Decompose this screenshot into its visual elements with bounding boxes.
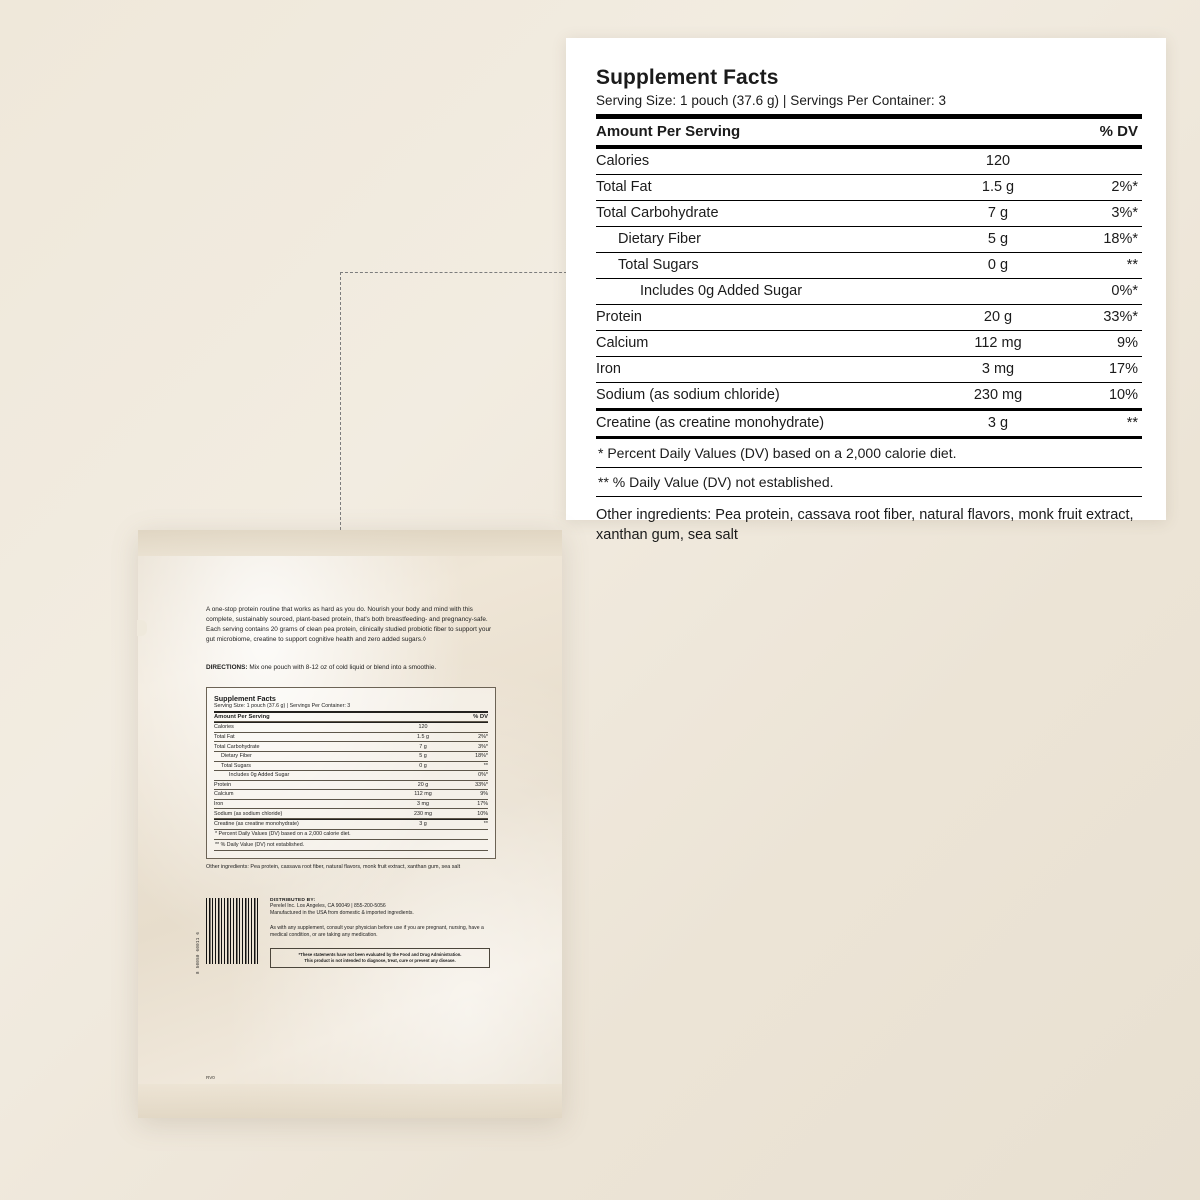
- consult-physician-text: As with any supplement, consult your physician before use if you are pregnant, nursing, have a medical condition, or are taking any medication.: [270, 924, 484, 939]
- product-pouch-back: [138, 530, 562, 1118]
- header-percent-dv: % DV: [1064, 119, 1142, 146]
- nutrient-amount: 20 g: [392, 780, 454, 790]
- pouch-serving-size-line: Serving Size: 1 pouch (37.6 g) | Servings Per Container: 3: [214, 702, 351, 709]
- table-header-row: [596, 119, 1142, 146]
- nutrient-label: Calcium: [214, 790, 392, 800]
- table-row: [214, 820, 488, 829]
- nutrient-amount: [932, 279, 1064, 305]
- table-row: [596, 279, 1142, 305]
- nutrient-dv: 17%: [454, 799, 488, 809]
- table-row: [214, 761, 488, 771]
- nutrient-dv: 2%*: [1064, 175, 1142, 201]
- pouch-bottom-block: [197, 897, 496, 974]
- table-row: [214, 799, 488, 809]
- footnote-dv-not-established: ** % Daily Value (DV) not established.: [596, 468, 1142, 497]
- connector-horizontal-line: [340, 272, 572, 273]
- table-row: [214, 771, 488, 781]
- nutrient-dv: 10%: [1108, 387, 1138, 403]
- pouch-header-amount-per-serving: Amount Per Serving: [214, 713, 392, 722]
- table-row: [214, 780, 488, 790]
- nutrient-label: Calories: [214, 723, 392, 732]
- directions-text: Mix one pouch with 8-12 oz of cold liquid or blend into a smoothie.: [247, 663, 437, 671]
- creatine-label: Creatine (as creatine monohydrate): [214, 820, 392, 829]
- nutrient-label: Total Carbohydrate: [596, 201, 932, 227]
- supplement-facts-title: Supplement Facts: [596, 66, 779, 89]
- pouch-supplement-facts-box: [206, 687, 496, 859]
- barcode-bars: [206, 898, 258, 964]
- creatine-amount: 3 g: [987, 415, 1009, 431]
- nutrient-label: Dietary Fiber: [214, 751, 392, 761]
- nutrient-amount: 0 g: [392, 761, 454, 771]
- nutrient-amount: 120: [932, 149, 1064, 175]
- nutrient-dv: 3%*: [454, 742, 488, 752]
- pouch-printed-content: [197, 605, 496, 974]
- nutrient-dv: 3%*: [1064, 201, 1142, 227]
- nutrient-label: Dietary Fiber: [596, 227, 932, 253]
- nutrient-amount: 120: [392, 723, 454, 732]
- serving-size-line: Serving Size: 1 pouch (37.6 g) | Servings Per Container: 3: [596, 93, 947, 108]
- creatine-label: Creatine (as creatine monohydrate): [596, 415, 825, 431]
- pouch-other-ingredients-text: Other ingredients: Pea protein, cassava root fiber, natural flavors, monk fruit extract, xanthan gum, sea salt: [206, 863, 461, 870]
- pouch-nutrient-rows-table: [214, 723, 488, 819]
- nutrient-amount: 7 g: [932, 201, 1064, 227]
- nutrient-amount: 5 g: [932, 227, 1064, 253]
- nutrient-dv: 10%: [454, 809, 488, 819]
- pouch-tear-notch: [137, 620, 147, 636]
- nutrient-amount: 112 mg: [932, 331, 1064, 357]
- table-row: [596, 149, 1142, 175]
- nutrient-amount: 1.5 g: [392, 732, 454, 742]
- nutrient-amount: 1.5 g: [932, 175, 1064, 201]
- nutrient-dv: 18%*: [454, 751, 488, 761]
- nutrient-label: Protein: [214, 780, 392, 790]
- nutrient-dv: **: [1064, 253, 1142, 279]
- callout-connector: [340, 272, 572, 530]
- other-ingredients-text: Other ingredients: Pea protein, cassava root fiber, natural flavors, monk fruit extract, xanthan gum, sea salt: [596, 507, 1134, 543]
- nutrient-label: Total Carbohydrate: [214, 742, 392, 752]
- pouch-top-seal: [138, 530, 562, 556]
- pouch-facts-header-table: [214, 713, 488, 723]
- nutrient-dv: 2%*: [454, 732, 488, 742]
- nutrient-amount: 112 mg: [392, 790, 454, 800]
- pouch-supplement-facts-title: Supplement Facts: [214, 693, 276, 703]
- creatine-amount: 3 g: [392, 820, 454, 829]
- table-row: [596, 331, 1142, 357]
- table-row: [214, 742, 488, 752]
- pouch-header-amount-spacer: [392, 713, 454, 722]
- barcode-digits: 8 50050 60011 6: [197, 931, 201, 974]
- nutrient-label: Calcium: [596, 331, 932, 357]
- revision-code: RV0: [206, 1075, 215, 1080]
- nutrient-label: Total Fat: [214, 732, 392, 742]
- directions-block: [206, 663, 496, 673]
- supplement-facts-table: [596, 119, 1142, 146]
- nutrient-dv: 33%*: [1064, 305, 1142, 331]
- nutrient-amount: 3 mg: [932, 357, 1064, 383]
- table-row: [596, 357, 1142, 383]
- creatine-table: [596, 411, 1142, 436]
- nutrient-label: Includes 0g Added Sugar: [214, 771, 392, 781]
- pouch-header-percent-dv: % DV: [454, 713, 488, 722]
- connector-vertical-line: [340, 272, 341, 530]
- nutrient-dv: 9%: [454, 790, 488, 800]
- nutrient-dv: [1064, 149, 1142, 175]
- table-row: [214, 809, 488, 819]
- barcode: [197, 898, 258, 974]
- nutrient-dv: 0%*: [1064, 279, 1142, 305]
- footnote-daily-values: * Percent Daily Values (DV) based on a 2,000 calorie diet.: [596, 439, 1142, 468]
- nutrient-label: Sodium (as sodium chloride): [214, 809, 392, 819]
- nutrient-dv: [454, 723, 488, 732]
- nutrient-label: Iron: [214, 799, 392, 809]
- nutrient-dv: 18%*: [1064, 227, 1142, 253]
- legal-text-block: [270, 898, 490, 969]
- nutrient-amount: 230 mg: [392, 809, 454, 819]
- nutrient-dv: **: [454, 761, 488, 771]
- table-row: [596, 253, 1142, 279]
- nutrient-amount: 230 mg: [973, 387, 1023, 403]
- header-amount-per-serving: Amount Per Serving: [596, 119, 932, 146]
- fda-disclaimer: *These statements have not been evaluated by the Food and Drug Administration. This product is not intended to diagnose, treat, cure or prevent any disease.: [270, 948, 490, 968]
- nutrient-label: Total Sugars: [214, 761, 392, 771]
- nutrient-amount: 5 g: [392, 751, 454, 761]
- table-row: [214, 751, 488, 761]
- nutrient-amount: 3 mg: [392, 799, 454, 809]
- table-row: [596, 411, 1142, 436]
- nutrient-dv: 17%: [1064, 357, 1142, 383]
- distributor-address: Perelel Inc. Los Angeles, CA 90049 | 855-200-5056 Manufactured in the USA from domestic & imported ingredients.: [270, 902, 414, 917]
- nutrient-amount: 7 g: [392, 742, 454, 752]
- table-row: [596, 383, 1142, 409]
- nutrient-rows-table: [596, 149, 1142, 408]
- pouch-creatine-table: [214, 820, 488, 830]
- supplement-facts-callout-content: [596, 66, 1142, 545]
- table-row: [214, 790, 488, 800]
- nutrient-label: Iron: [596, 357, 932, 383]
- nutrient-label: Total Sugars: [596, 253, 932, 279]
- nutrient-amount: [392, 771, 454, 781]
- nutrient-amount: 20 g: [932, 305, 1064, 331]
- nutrient-label: Total Fat: [596, 175, 932, 201]
- table-row: [596, 201, 1142, 227]
- nutrient-dv: 0%*: [454, 771, 488, 781]
- table-row: [214, 732, 488, 742]
- creatine-dv: **: [1126, 415, 1138, 431]
- pouch-footnote-dv-not-established: ** % Daily Value (DV) not established.: [214, 840, 488, 851]
- nutrient-label: Calories: [596, 149, 932, 175]
- pouch-bottom-seal: [138, 1084, 562, 1118]
- table-row: [596, 227, 1142, 253]
- nutrient-label: Sodium (as sodium chloride): [596, 387, 780, 403]
- product-description: A one-stop protein routine that works as hard as you do. Nourish your body and mind with this complete, sustainably sourced, plant-based protein, that's both breastfeeding- and pregnancy-safe. Each serving contains 20 grams of clean pea protein, clinically studied probiotic fiber to support your gut microbiome, creatine to support cognitive health and zero added sugars.◊: [206, 606, 492, 643]
- nutrient-dv: 33%*: [454, 780, 488, 790]
- nutrient-dv: 9%: [1064, 331, 1142, 357]
- table-row: [214, 723, 488, 732]
- header-amount-spacer: [932, 119, 1064, 146]
- table-row: [596, 175, 1142, 201]
- nutrient-amount: 0 g: [932, 253, 1064, 279]
- table-row: [596, 305, 1142, 331]
- pouch-footnote-daily-values: * Percent Daily Values (DV) based on a 2,000 calorie diet.: [214, 830, 488, 841]
- distributed-by-label: DISTRIBUTED BY:: [270, 897, 316, 903]
- nutrient-label: Includes 0g Added Sugar: [596, 279, 932, 305]
- directions-label: DIRECTIONS:: [206, 663, 248, 671]
- table-header-row: [214, 713, 488, 722]
- supplement-facts-callout-panel: [566, 38, 1166, 543]
- creatine-dv: **: [454, 820, 488, 829]
- nutrient-label: Protein: [596, 305, 932, 331]
